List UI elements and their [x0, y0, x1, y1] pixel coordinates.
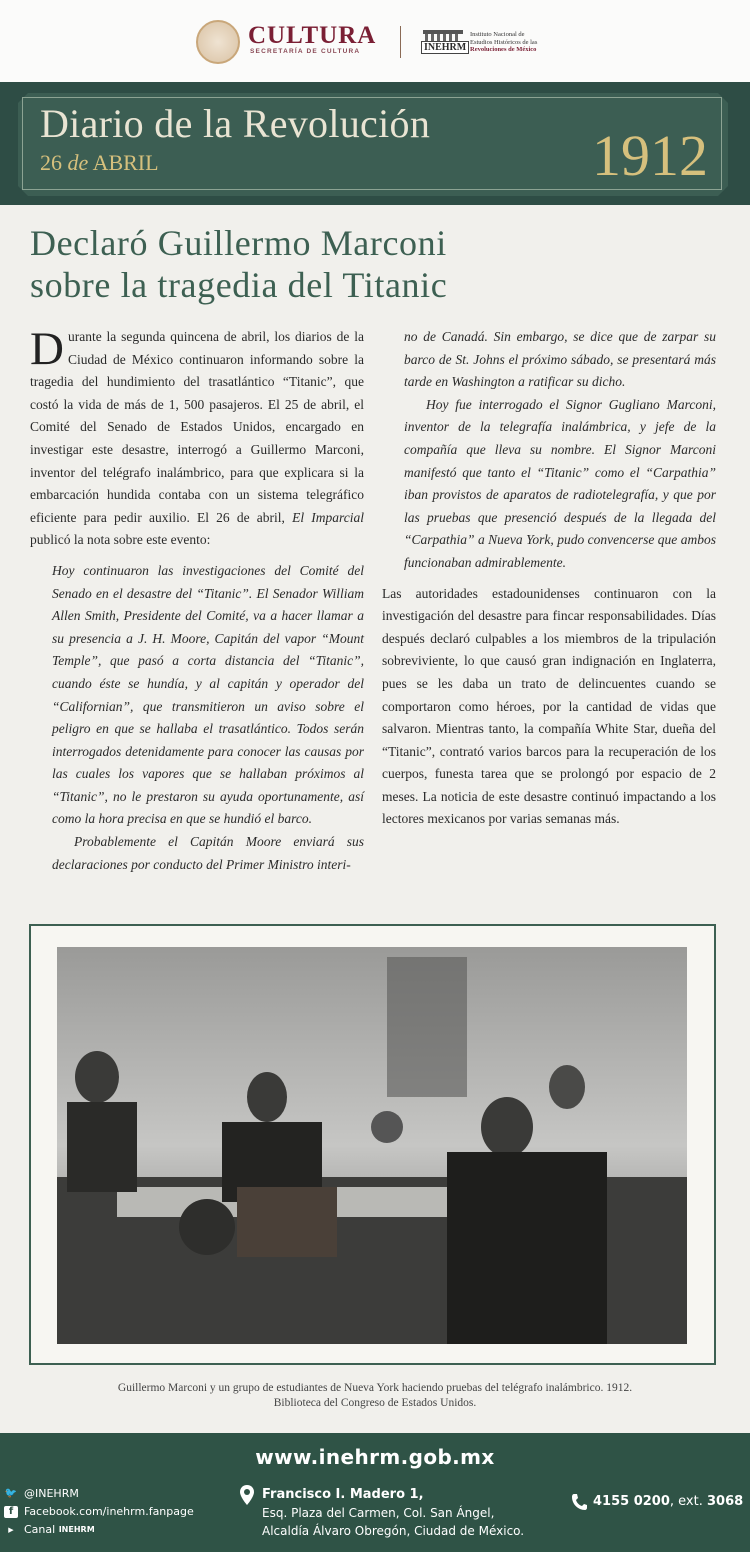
- twitter-handle: @INEHRM: [24, 1487, 79, 1500]
- phone-main: 4155 0200: [593, 1494, 670, 1509]
- banner-day: 26: [40, 150, 62, 175]
- facebook-link[interactable]: [4, 1503, 194, 1521]
- intro-end: publicó la nota sobre este evento:: [30, 532, 211, 548]
- institute-line-3: Revoluciones de México: [470, 46, 537, 53]
- address-line-3: Alcaldía Álvaro Obregón, Ciudad de México.: [262, 1524, 525, 1538]
- banner-month: ABRIL: [92, 150, 159, 175]
- article-headline: [30, 222, 730, 306]
- quote-paragraph-3: Hoy fue interrogado el Signor Gugliano Marconi, inventor de la telegrafía inalámbrica, y jefe de la compañía que lleva su nombre. El Signor Marconi manifestó que tanto el “Titanic” como el “Carpathia” iban provistos de aparatos de radiotelegrafía, y que por las pruebas que presenció después de la llegada del “Carpathia” a Nueva York, pudo convencerse que ambos funcionaban admirablemente.: [404, 396, 716, 570]
- facebook-url: Facebook.com/inehrm.fanpage: [24, 1505, 194, 1518]
- quote-paragraph-2-continued: no de Canadá. Sin embargo, se dice que de zarpar su barco de St. Johns el próximo sábado, se presentará más tarde en Washington a ratificar su dicho.: [404, 329, 716, 390]
- facebook-icon: f: [4, 1506, 18, 1518]
- photo-caption: [60, 1381, 690, 1411]
- logo-header: [0, 0, 750, 82]
- banner-date: [40, 150, 159, 176]
- footer: [0, 1433, 750, 1552]
- intro-paragraph: [30, 323, 364, 552]
- phone-icon: [571, 1493, 587, 1511]
- headline-line-2: sobre la tragedia del Titanic: [30, 265, 448, 305]
- address: [262, 1485, 524, 1540]
- social-links: [4, 1485, 194, 1539]
- youtube-icon: ▶: [8, 1526, 14, 1534]
- canal-name: INEHRM: [58, 1525, 95, 1534]
- article-column-1: [30, 323, 364, 876]
- banner-de: de: [67, 150, 89, 175]
- cultura-logo-text: CULTURA: [248, 22, 377, 49]
- drop-cap: D: [30, 323, 64, 375]
- mexico-seal-icon: [196, 20, 240, 64]
- caption-line-1: Guillermo Marconi y un grupo de estudiantes de Nueva York haciendo pruebas del telégrafo inalámbrico. 1912.: [117, 1382, 633, 1394]
- location-pin-icon: [240, 1485, 254, 1505]
- twitter-icon: 🐦: [4, 1488, 18, 1499]
- phone-ext: 3068: [706, 1494, 744, 1509]
- caption-line-2: Biblioteca del Congreso de Estados Unidos.: [273, 1397, 477, 1409]
- quote-paragraph-2: Probablemente el Capitán Moore enviará sus declaraciones por conducto del Primer Ministro interi-: [52, 834, 364, 872]
- inehrm-logo-text: INEHRM: [421, 41, 469, 54]
- address-line-2: Esq. Plaza del Carmen, Col. San Ángel,: [262, 1506, 495, 1520]
- banner-title: Diario de la Revolución: [40, 101, 431, 146]
- address-line-1: Francisco I. Madero 1,: [262, 1487, 424, 1502]
- canal-label: Canal: [24, 1523, 56, 1536]
- cultura-subtitle: SECRETARÍA DE CULTURA: [250, 48, 361, 55]
- headline-line-1: Declaró Guillermo Marconi: [30, 223, 447, 263]
- historical-photo: [57, 947, 687, 1344]
- institute-name: [470, 31, 560, 54]
- closing-paragraph: Las autoridades estadounidenses continuaron con la investigación del desastre para fincar responsabilidades. Días después declaró culpables a los miembros de la tripulación sobreviviente, lo que causó gran indignación en Inglaterra, pues se les daba un trato de delincuentes cuando se comportaron como héroes, por la cantidad de vidas que salvaron. Mientras tanto, la compañía White Star, dueña del “Titanic”, contrató varios barcos para la recuperación de los cuerpos, funesta tarea que se prolongó por espacio de 2 meses. La noticia de este desastre continuó impactando a los lectores mexicanos por varias semanas más.: [382, 585, 716, 827]
- website-link[interactable]: www.inehrm.gob.mx: [255, 1445, 495, 1469]
- banner-year: 1912: [592, 123, 708, 188]
- logo-divider: [400, 26, 401, 58]
- youtube-link[interactable]: [4, 1521, 194, 1539]
- newspaper-name: El Imparcial: [292, 509, 364, 525]
- ext-label: , ext.: [669, 1494, 707, 1509]
- photo-frame: [29, 924, 716, 1365]
- twitter-link[interactable]: [4, 1485, 194, 1503]
- institute-line-1: Instituto Nacional de: [470, 31, 525, 38]
- institute-line-2: Estudios Históricos de las: [470, 38, 538, 46]
- quote-paragraph-1: Hoy continuaron las investigaciones del Comité del Senado en el desastre del “Titanic”. El Senador William Allen Smith, Presidente del Comité, va a hacer llamar a su presencia a J. H. Moore, Capitán del vapor “Mount Temple”, que pasó a corta distancia del “Titanic”, cuando éste se hundía, y al capitán y operador del “Californian”, que transmitieron un aviso sobre el peligro en que se hallaba el trasatlántico. Todos serán interrogados detenidamente para conocer las causas por las cuales los vapores que se hallaban próximos al “Titanic”, no le prestaron su ayuda oportunamente, así como la hora precisa en que se hundió el barco.: [52, 562, 364, 827]
- phone-number[interactable]: [593, 1494, 743, 1509]
- article-column-2: [382, 326, 716, 831]
- intro-text: urante la segunda quincena de abril, los diarios de la Ciudad de México continuaron informando sobre la tragedia del hundimiento del trasatlántico “Titanic”, que costó la vida de más de 1, 500 pasajeros. El 25 de abril, el Comité del Senado de Estados Unidos, encargado en investigar este desastre, interrogó a Guillermo Marconi, inventor del telégrafo inalámbrico, para que explicara si la embarcación hundida contaba con un sistema telegráfico eficiente para pedir auxilio. El 26 de abril,: [30, 329, 364, 525]
